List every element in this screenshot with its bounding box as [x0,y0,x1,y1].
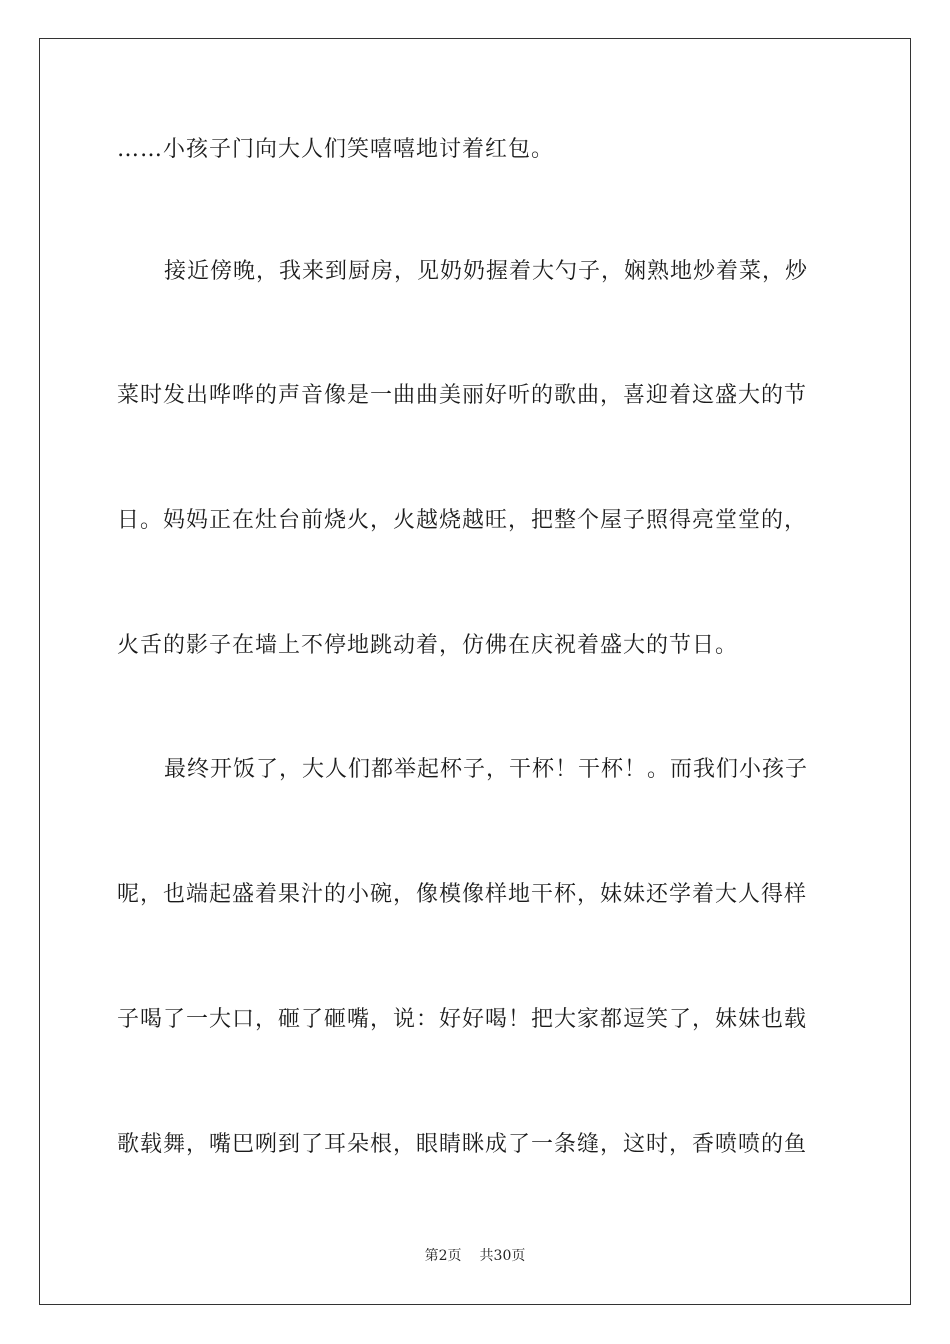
page-border [39,38,911,1305]
text-line-2: 接近傍晚，我来到厨房，见奶奶握着大勺子，娴熟地炒着菜，炒 [164,259,809,284]
text-line-6: 最终开饭了，大人们都举起杯子，干杯！干杯！。而我们小孩子 [164,757,809,782]
text-line-8: 子喝了一大口，砸了砸嘴，说：好好喝！把大家都逗笑了，妹妹也载 [117,1007,808,1032]
text-line-5: 火舌的影子在墙上不停地跳动着，仿佛在庆祝着盛大的节日。 [117,633,739,658]
page-number: 第2页 [424,1248,462,1264]
page-total: 共30页 [479,1248,526,1264]
page-footer [0,1247,950,1265]
text-line-3: 菜时发出哗哗的声音像是一曲曲美丽好听的歌曲，喜迎着这盛大的节 [117,383,808,408]
text-line-1: ……小孩子门向大人们笑嘻嘻地讨着红包。 [117,137,555,162]
text-line-9: 歌载舞，嘴巴咧到了耳朵根，眼睛眯成了一条缝，这时，香喷喷的鱼 [117,1132,808,1157]
text-line-7: 呢，也端起盛着果汁的小碗，像模像样地干杯，妹妹还学着大人得样 [117,882,808,907]
text-line-4: 日。妈妈正在灶台前烧火，火越烧越旺，把整个屋子照得亮堂堂的， [117,508,808,533]
